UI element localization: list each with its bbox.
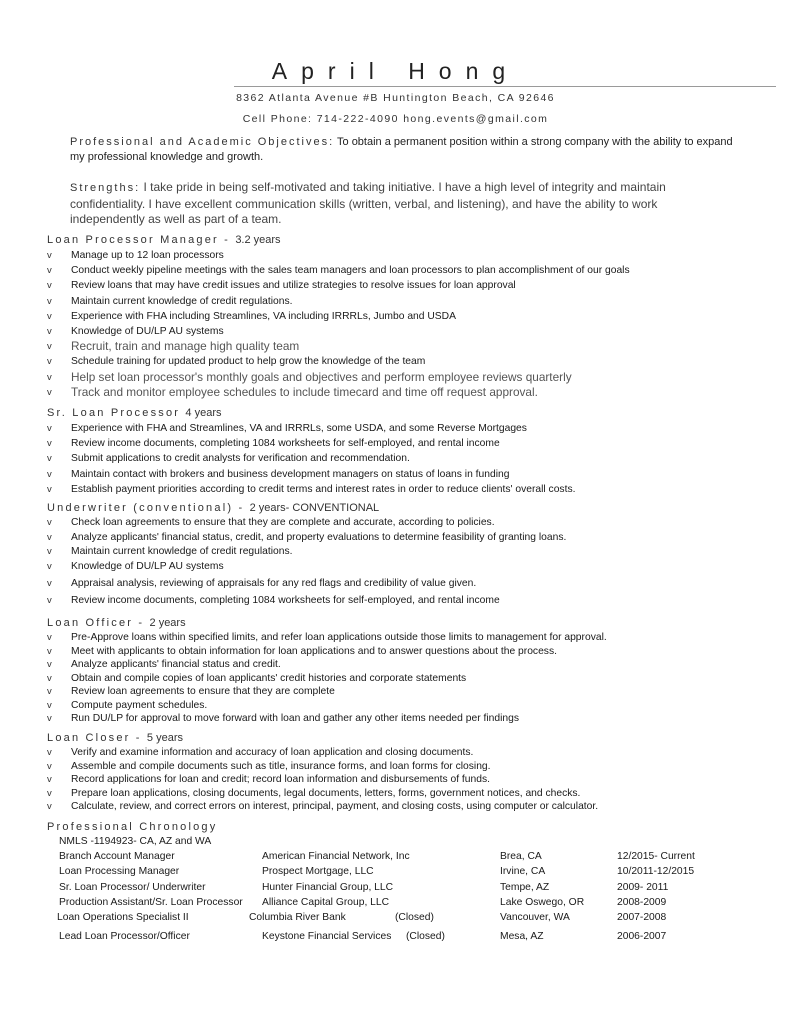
list-item bbox=[47, 515, 767, 530]
bullet-list bbox=[47, 630, 767, 725]
bullet-list bbox=[47, 515, 767, 608]
bullet-v: v bbox=[47, 672, 52, 684]
chrono-role: Loan Operations Specialist II bbox=[57, 912, 189, 923]
list-item-text: Maintain contact with brokers and business development managers on status of loans in funding bbox=[71, 468, 510, 480]
section-title bbox=[47, 617, 186, 629]
chrono-company: Alliance Capital Group, LLC bbox=[262, 897, 390, 908]
chrono-location: Mesa, AZ bbox=[500, 931, 544, 942]
list-item-text: Establish payment priorities according to credit terms and interest rates in order to reduce clients' overall costs. bbox=[71, 483, 576, 495]
list-item-text: Review income documents, completing 1084 worksheets for self-employed, and rental income bbox=[71, 438, 500, 450]
chrono-location: Tempe, AZ bbox=[500, 882, 550, 893]
list-item bbox=[47, 294, 767, 309]
candidate-name: April Hong bbox=[271, 58, 520, 84]
list-item bbox=[47, 421, 767, 436]
section-duration: 3.2 years bbox=[235, 234, 281, 246]
list-item bbox=[47, 248, 767, 263]
list-item bbox=[47, 772, 767, 786]
list-item bbox=[47, 309, 767, 324]
strengths bbox=[70, 180, 690, 228]
list-item-text: Knowledge of DU/LP AU systems bbox=[71, 325, 224, 337]
list-item bbox=[47, 339, 767, 354]
list-item bbox=[47, 799, 767, 813]
objective bbox=[70, 135, 750, 165]
list-item bbox=[47, 759, 767, 773]
list-item-text: Help set loan processor's monthly goals and objectives and perform employee reviews quarterly bbox=[71, 369, 572, 384]
list-item bbox=[47, 482, 767, 497]
chrono-location: Vancouver, WA bbox=[500, 912, 570, 923]
chrono-company: Columbia River Bank bbox=[249, 912, 346, 923]
chrono-role: Sr. Loan Processor/ Underwriter bbox=[59, 882, 206, 893]
contact-info: Cell Phone: 714-222-4090 hong.events@gmail.com bbox=[242, 113, 549, 125]
list-item-text: Obtain and compile copies of loan applicants' credit histories and corporate statements bbox=[71, 672, 467, 684]
list-item bbox=[47, 467, 767, 482]
chrono-company: Hunter Financial Group, LLC bbox=[262, 882, 394, 893]
bullet-v: v bbox=[47, 453, 52, 465]
list-item bbox=[47, 644, 767, 658]
nmls-license: NMLS -1194923- CA, AZ and WA bbox=[59, 836, 212, 847]
section-heading: Loan Processor Manager - bbox=[47, 234, 231, 246]
list-item-text: Appraisal analysis, reviewing of appraisals for any red flags and credibility of value given. bbox=[71, 577, 477, 589]
section-duration: 5 years bbox=[146, 732, 183, 744]
chrono-role: Production Assistant/Sr. Loan Processor bbox=[59, 897, 243, 908]
section-duration: 2 years bbox=[149, 617, 186, 629]
section-title bbox=[47, 502, 379, 514]
bullet-v: v bbox=[47, 787, 52, 799]
bullet-v: v bbox=[47, 483, 52, 495]
section-title bbox=[47, 234, 281, 246]
bullet-v: v bbox=[47, 265, 52, 277]
list-item bbox=[47, 684, 767, 698]
section-heading: Sr. Loan Processor bbox=[47, 407, 181, 419]
bullet-v: v bbox=[47, 423, 52, 434]
chrono-role: Lead Loan Processor/Officer bbox=[59, 931, 190, 942]
bullet-v: v bbox=[47, 774, 52, 785]
list-item-text: Assemble and compile documents such as title, insurance forms, and loan forms for closing. bbox=[71, 760, 491, 772]
bullet-v: v bbox=[47, 594, 52, 606]
list-item bbox=[47, 786, 767, 800]
list-item bbox=[47, 576, 767, 593]
list-item bbox=[47, 711, 767, 725]
list-item-text: Experience with FHA and Streamlines, VA and IRRRLs, some USDA, and some Reverse Mortgages bbox=[71, 423, 527, 434]
bullet-v: v bbox=[47, 250, 52, 261]
strengths-label: Strengths: bbox=[70, 182, 141, 194]
bullet-v: v bbox=[47, 310, 52, 322]
list-item bbox=[47, 593, 767, 608]
section-heading: Underwriter (conventional) - bbox=[47, 502, 245, 514]
chrono-location: Irvine, CA bbox=[500, 866, 546, 877]
chrono-dates: 12/2015- Current bbox=[617, 851, 695, 862]
chrono-status: (Closed) bbox=[395, 912, 434, 923]
list-item-text: Run DU/LP for approval to move forward with loan and gather any other items needed per findings bbox=[71, 713, 519, 724]
objective-text: To obtain a permanent position within a strong company with the ability to expand my professional knowledge and growth. bbox=[70, 136, 733, 163]
objective-label: Professional and Academic Objectives: bbox=[70, 136, 335, 148]
list-item-text: Experience with FHA including Streamlines, VA including IRRRLs, Jumbo and USDA bbox=[71, 310, 456, 322]
list-item bbox=[47, 436, 767, 451]
list-item-text: Check loan agreements to ensure that they are complete and accurate, according to policies. bbox=[71, 517, 495, 528]
list-item-text: Knowledge of DU/LP AU systems bbox=[71, 561, 224, 573]
list-item-text: Maintain current knowledge of credit regulations. bbox=[71, 295, 293, 307]
bullet-v: v bbox=[47, 341, 52, 353]
list-item bbox=[47, 530, 767, 544]
bullet-v: v bbox=[47, 659, 52, 670]
chrono-company: Keystone Financial Services bbox=[262, 931, 392, 942]
section-duration: 2 years- CONVENTIONAL bbox=[249, 502, 380, 514]
section-title bbox=[47, 732, 183, 744]
list-item-text: Schedule training for updated product to help grow the knowledge of the team bbox=[71, 356, 426, 368]
bullet-v: v bbox=[47, 686, 52, 697]
list-item-text: Compute payment schedules. bbox=[71, 699, 208, 711]
list-item bbox=[47, 630, 767, 644]
chrono-dates: 2009- 2011 bbox=[617, 882, 669, 893]
chrono-status: (Closed) bbox=[406, 931, 445, 942]
list-item bbox=[47, 544, 767, 559]
chrono-dates: 10/2011-12/2015 bbox=[617, 866, 695, 877]
list-item bbox=[47, 698, 767, 712]
list-item-text: Record applications for loan and credit; record loan information and disbursements of funds. bbox=[71, 774, 490, 785]
header-divider bbox=[234, 86, 776, 87]
list-item-text: Maintain current knowledge of credit regulations. bbox=[71, 546, 293, 558]
list-item-text: Analyze applicants' financial status and credit. bbox=[71, 659, 281, 670]
chrono-role: Loan Processing Manager bbox=[59, 866, 180, 877]
list-item bbox=[47, 263, 767, 278]
list-item-text: Verify and examine information and accuracy of loan application and closing documents. bbox=[71, 747, 474, 758]
bullet-v: v bbox=[47, 468, 52, 480]
chrono-location: Brea, CA bbox=[500, 851, 542, 862]
list-item bbox=[47, 745, 767, 759]
list-item-text: Track and monitor employee schedules to include timecard and time off request approval. bbox=[71, 384, 538, 399]
section-heading: Loan Closer - bbox=[47, 732, 142, 744]
bullet-v: v bbox=[47, 532, 52, 544]
section-heading: Loan Officer - bbox=[47, 617, 145, 629]
list-item bbox=[47, 354, 767, 369]
list-item-text: Analyze applicants' financial status, credit, and property evaluations to determine feasibility of granting loans. bbox=[71, 532, 567, 544]
bullet-list bbox=[47, 248, 767, 400]
list-item bbox=[47, 559, 767, 575]
list-item bbox=[47, 657, 767, 671]
bullet-v: v bbox=[47, 386, 52, 398]
list-item-text: Calculate, review, and correct errors on interest, principal, payment, and closing costs, using computer or calculator. bbox=[71, 801, 599, 812]
chrono-role: Branch Account Manager bbox=[59, 851, 175, 862]
address: 8362 Atlanta Avenue #B Huntington Beach, CA 92646 bbox=[236, 92, 555, 104]
bullet-v: v bbox=[47, 699, 52, 711]
bullet-v: v bbox=[47, 713, 52, 724]
list-item-text: Review loans that may have credit issues and utilize strategies to resolve issues for loan approval bbox=[71, 280, 516, 292]
list-item-text: Meet with applicants to obtain information for loan applications and to answer questions about the process. bbox=[71, 645, 557, 657]
bullet-v: v bbox=[47, 438, 52, 450]
list-item bbox=[47, 385, 767, 400]
bullet-v: v bbox=[47, 632, 52, 643]
bullet-v: v bbox=[47, 280, 52, 292]
strengths-text: I take pride in being self-motivated and taking initiative. I have a high level of integrity and maintain confidentiality. I have excellent communication skills (written, verbal, and listening), and have the ability to work independently as well as part of a team. bbox=[70, 180, 666, 226]
list-item bbox=[47, 278, 767, 293]
bullet-v: v bbox=[47, 517, 52, 528]
chronology-title: Professional Chronology bbox=[47, 821, 218, 833]
list-item-text: Review income documents, completing 1084 worksheets for self-employed, and rental income bbox=[71, 594, 500, 606]
section-duration: 4 years bbox=[185, 407, 222, 419]
bullet-v: v bbox=[47, 760, 52, 772]
list-item-text: Submit applications to credit analysts for verification and recommendation. bbox=[71, 453, 410, 465]
chrono-dates: 2007-2008 bbox=[617, 912, 667, 923]
list-item-text: Pre-Approve loans within specified limits, and refer loan applications outside those limits to management for approval. bbox=[71, 632, 607, 643]
bullet-v: v bbox=[47, 577, 52, 589]
chrono-dates: 2008-2009 bbox=[617, 897, 667, 908]
list-item-text: Recruit, train and manage high quality team bbox=[71, 339, 300, 354]
bullet-v: v bbox=[47, 295, 52, 307]
bullet-v: v bbox=[47, 645, 52, 657]
list-item-text: Prepare loan applications, closing documents, legal documents, letters, forms, government notices, and checks. bbox=[71, 787, 581, 799]
list-item bbox=[47, 370, 767, 385]
chrono-location: Lake Oswego, OR bbox=[500, 897, 585, 908]
bullet-list bbox=[47, 421, 767, 497]
list-item bbox=[47, 671, 767, 685]
bullet-v: v bbox=[47, 747, 52, 758]
section-title bbox=[47, 407, 222, 419]
bullet-v: v bbox=[47, 356, 52, 368]
list-item bbox=[47, 324, 767, 339]
bullet-v: v bbox=[47, 371, 52, 383]
bullet-v: v bbox=[47, 561, 52, 573]
bullet-list bbox=[47, 745, 767, 813]
bullet-v: v bbox=[47, 325, 52, 337]
list-item bbox=[47, 451, 767, 466]
list-item-text: Manage up to 12 loan processors bbox=[71, 250, 224, 261]
bullet-v: v bbox=[47, 546, 52, 558]
list-item-text: Review loan agreements to ensure that they are complete bbox=[71, 686, 335, 697]
chrono-dates: 2006-2007 bbox=[617, 931, 667, 942]
bullet-v: v bbox=[47, 801, 52, 812]
list-item-text: Conduct weekly pipeline meetings with the sales team managers and loan processors to plan accomplishment of our goals bbox=[71, 265, 630, 277]
chrono-company: American Financial Network, Inc bbox=[262, 851, 410, 862]
chrono-company: Prospect Mortgage, LLC bbox=[262, 866, 374, 877]
